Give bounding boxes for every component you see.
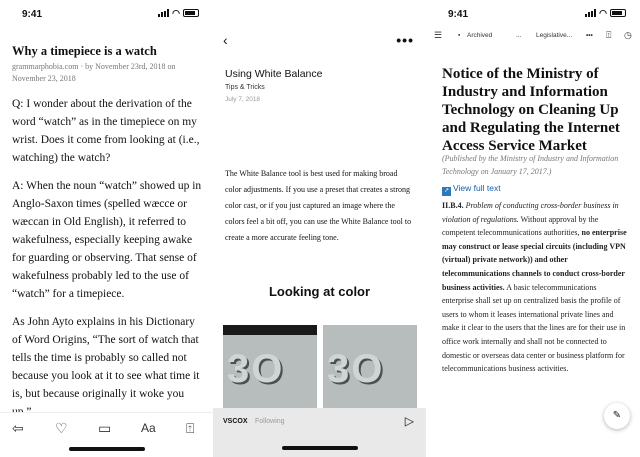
article-date: July 7, 2018	[225, 96, 261, 103]
article-title: Using White Balance	[225, 68, 323, 80]
article-bold-text: no enterprise may construct or lease special circuits (including VPN (virtual) private network)) and other telecommunications channels to conduct cross-border business activities.	[442, 228, 627, 292]
status-icons	[158, 9, 199, 17]
breadcrumb-section[interactable]: Legislative...	[536, 32, 573, 39]
article-panel-timepiece	[0, 0, 213, 457]
breadcrumb-nav	[432, 30, 634, 46]
section-heading: Looking at color	[268, 284, 371, 299]
article-text: A basic telecommunications enterprise shall set up on centralized basis the profile of users to whom it leases international private lines and make it clear to the users that the lines are for their use in office work internally and shall not be connected to domestic or overseas data center or business platform for telecommunications business activities.	[442, 282, 626, 374]
status-bar	[0, 0, 213, 26]
share-icon[interactable]: ⍐	[606, 30, 612, 40]
breadcrumb-archived[interactable]: Archived	[467, 32, 493, 39]
article-text: Without approval by the competent telecommunications authorities,	[442, 214, 599, 238]
home-indicator	[282, 446, 358, 450]
battery-icon	[610, 9, 626, 17]
cellular-icon	[585, 9, 596, 17]
heart-icon[interactable]: ♡	[55, 420, 68, 436]
article-paragraph: Q: I wonder about the derivation of the word “watch” as in the timepiece on my wrist. Does it come from looking at (i.e., watching) the watch?	[12, 98, 200, 164]
image-digits: 3O	[327, 347, 385, 391]
reader-toolbar	[0, 412, 213, 457]
cellular-icon	[158, 9, 169, 17]
more-options-icon[interactable]: •••	[586, 32, 593, 39]
back-chevron-icon[interactable]: ‹	[223, 32, 228, 48]
image-toolbar-strip	[223, 325, 317, 335]
article-id: II.B.4.	[442, 201, 464, 210]
image-digits: 3O	[227, 347, 285, 391]
brand-label: VSCOX	[223, 418, 248, 425]
article-panel-notice	[426, 0, 640, 457]
bottom-bar	[213, 408, 426, 457]
article-title: Why a timepiece is a watch	[12, 44, 157, 58]
home-indicator	[69, 447, 145, 451]
send-icon[interactable]: ▷	[404, 414, 414, 428]
published-note: (Published by the Ministry of Industry and Information Technology on January 17, 2017.)	[442, 154, 619, 176]
article-category: Tips & Tricks	[225, 84, 265, 91]
article-content	[12, 44, 203, 457]
wifi-icon: ◠	[172, 8, 180, 18]
archive-icon[interactable]: ▭	[98, 420, 112, 436]
article-body	[442, 199, 628, 376]
view-full-text-label: View full text	[453, 183, 501, 193]
back-arrow-icon[interactable]: ⇦	[12, 420, 24, 436]
breadcrumb-separator[interactable]: ...	[516, 32, 522, 39]
folder-icon: ▪	[458, 32, 461, 39]
status-time: 9:41	[448, 9, 469, 20]
view-full-text-link[interactable]	[442, 183, 501, 196]
font-settings-button[interactable]: Aa	[141, 421, 156, 435]
wifi-icon: ◠	[599, 8, 607, 18]
article-title: Notice of the Ministry of Industry and Information Technology on Cleaning Up and Regulating the Internet Access Service Market	[442, 66, 620, 154]
menu-icon[interactable]: ☰	[434, 30, 443, 40]
article-paragraph: A: When the noun “watch” showed up in Anglo-Saxon times (spelled wæcce or wæccan in Old English), it referred to wakefulness, especially keeping awake for guarding or observing. That sense of wakefulness probably led to the use of “watch” for a timepiece.	[12, 180, 202, 300]
article-image	[323, 325, 417, 410]
article-body: The White Balance tool is best used for making broad color adjustments. If you use a preset that creates a strong color cast, or if you just captured an image where the colors feel a bit off, you can use the White Balance tool to create a more accurate feeling tone.	[225, 169, 412, 242]
article-heading: Problem of conducting cross-border business in violation of regulations.	[442, 201, 619, 224]
share-icon[interactable]: ⍐	[186, 420, 195, 436]
battery-icon	[183, 9, 199, 17]
link-icon: ↗	[443, 188, 450, 194]
more-options-icon[interactable]: •••	[396, 32, 414, 48]
following-tab[interactable]: Following	[255, 418, 285, 425]
clock-icon[interactable]: ◷	[624, 30, 632, 40]
status-icons	[585, 9, 626, 17]
article-panel-white-balance	[213, 0, 426, 457]
article-meta: grammarphobia.com · by November 23rd, 2018 on November 23, 2018	[12, 62, 176, 83]
edit-icon[interactable]: ✎	[604, 403, 630, 429]
article-image	[223, 325, 317, 410]
article-paragraph: As John Ayto explains in his Dictionary of Word Origins, “The sort of watch that tells the time is probably so called not because you look at it to see what time it is, but because originally it woke you	[12, 316, 200, 400]
status-bar	[426, 0, 640, 26]
status-time: 9:41	[22, 9, 43, 20]
